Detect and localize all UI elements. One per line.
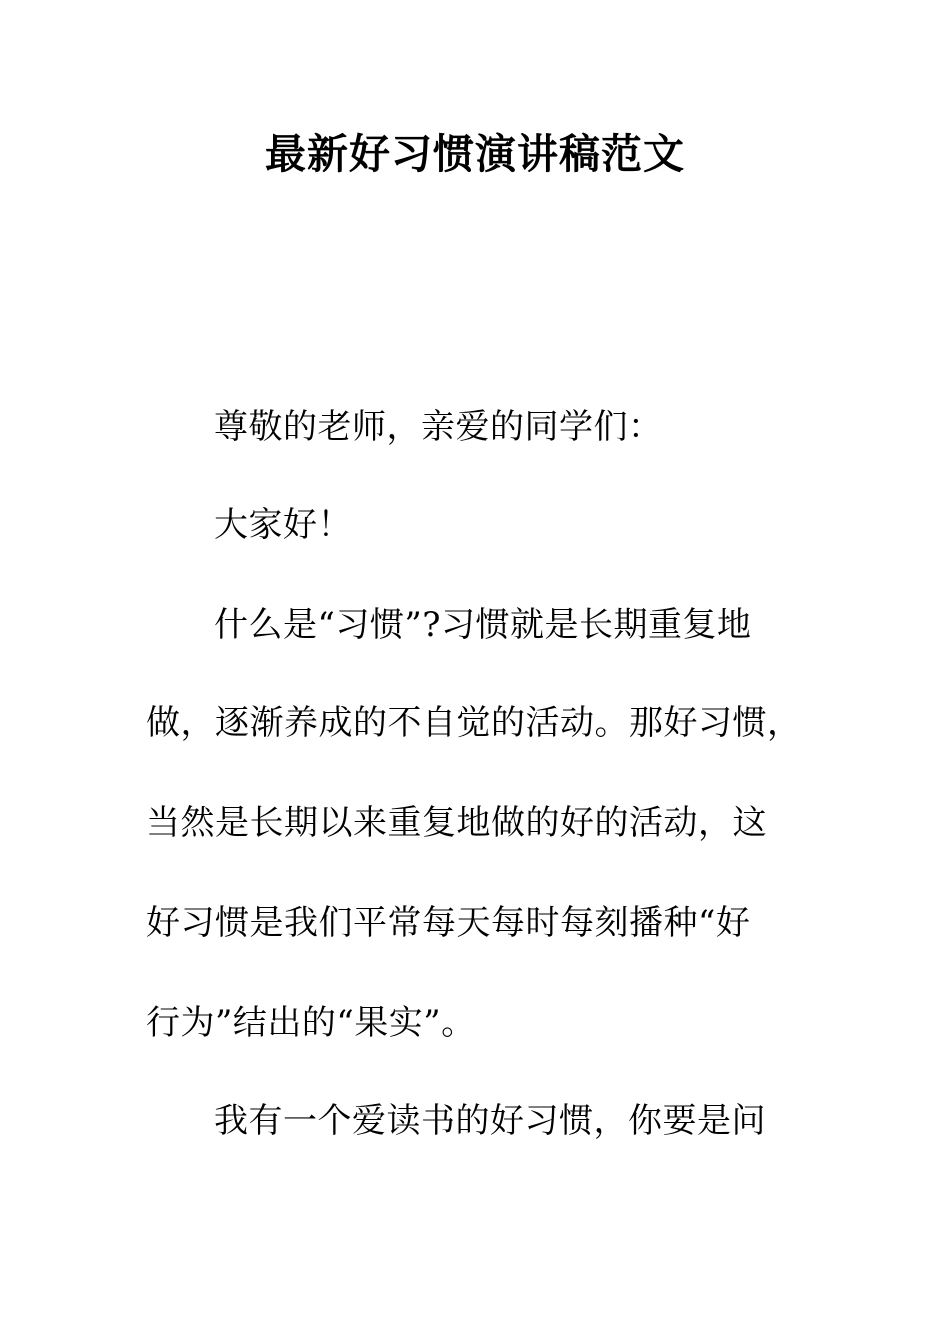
- document-title: 最新好习惯演讲稿范文: [265, 130, 685, 178]
- greeting-line: 大家好！: [214, 505, 352, 545]
- paragraph-line: 我有一个爱读书的好习惯，你要是问: [214, 1101, 766, 1141]
- paragraph-line: 当然是长期以来重复地做的好的活动，这: [146, 803, 767, 843]
- salutation-line: 尊敬的老师，亲爱的同学们：: [214, 407, 663, 447]
- paragraph-line: 什么是“习惯”?习惯就是长期重复地: [214, 605, 752, 645]
- paragraph-line: 做，逐渐养成的不自觉的活动。那好习惯，: [146, 703, 802, 743]
- paragraph-line: 行为”结出的“果实”。: [146, 1003, 476, 1043]
- paragraph-line: 好习惯是我们平常每天每时每刻播种“好: [146, 903, 751, 943]
